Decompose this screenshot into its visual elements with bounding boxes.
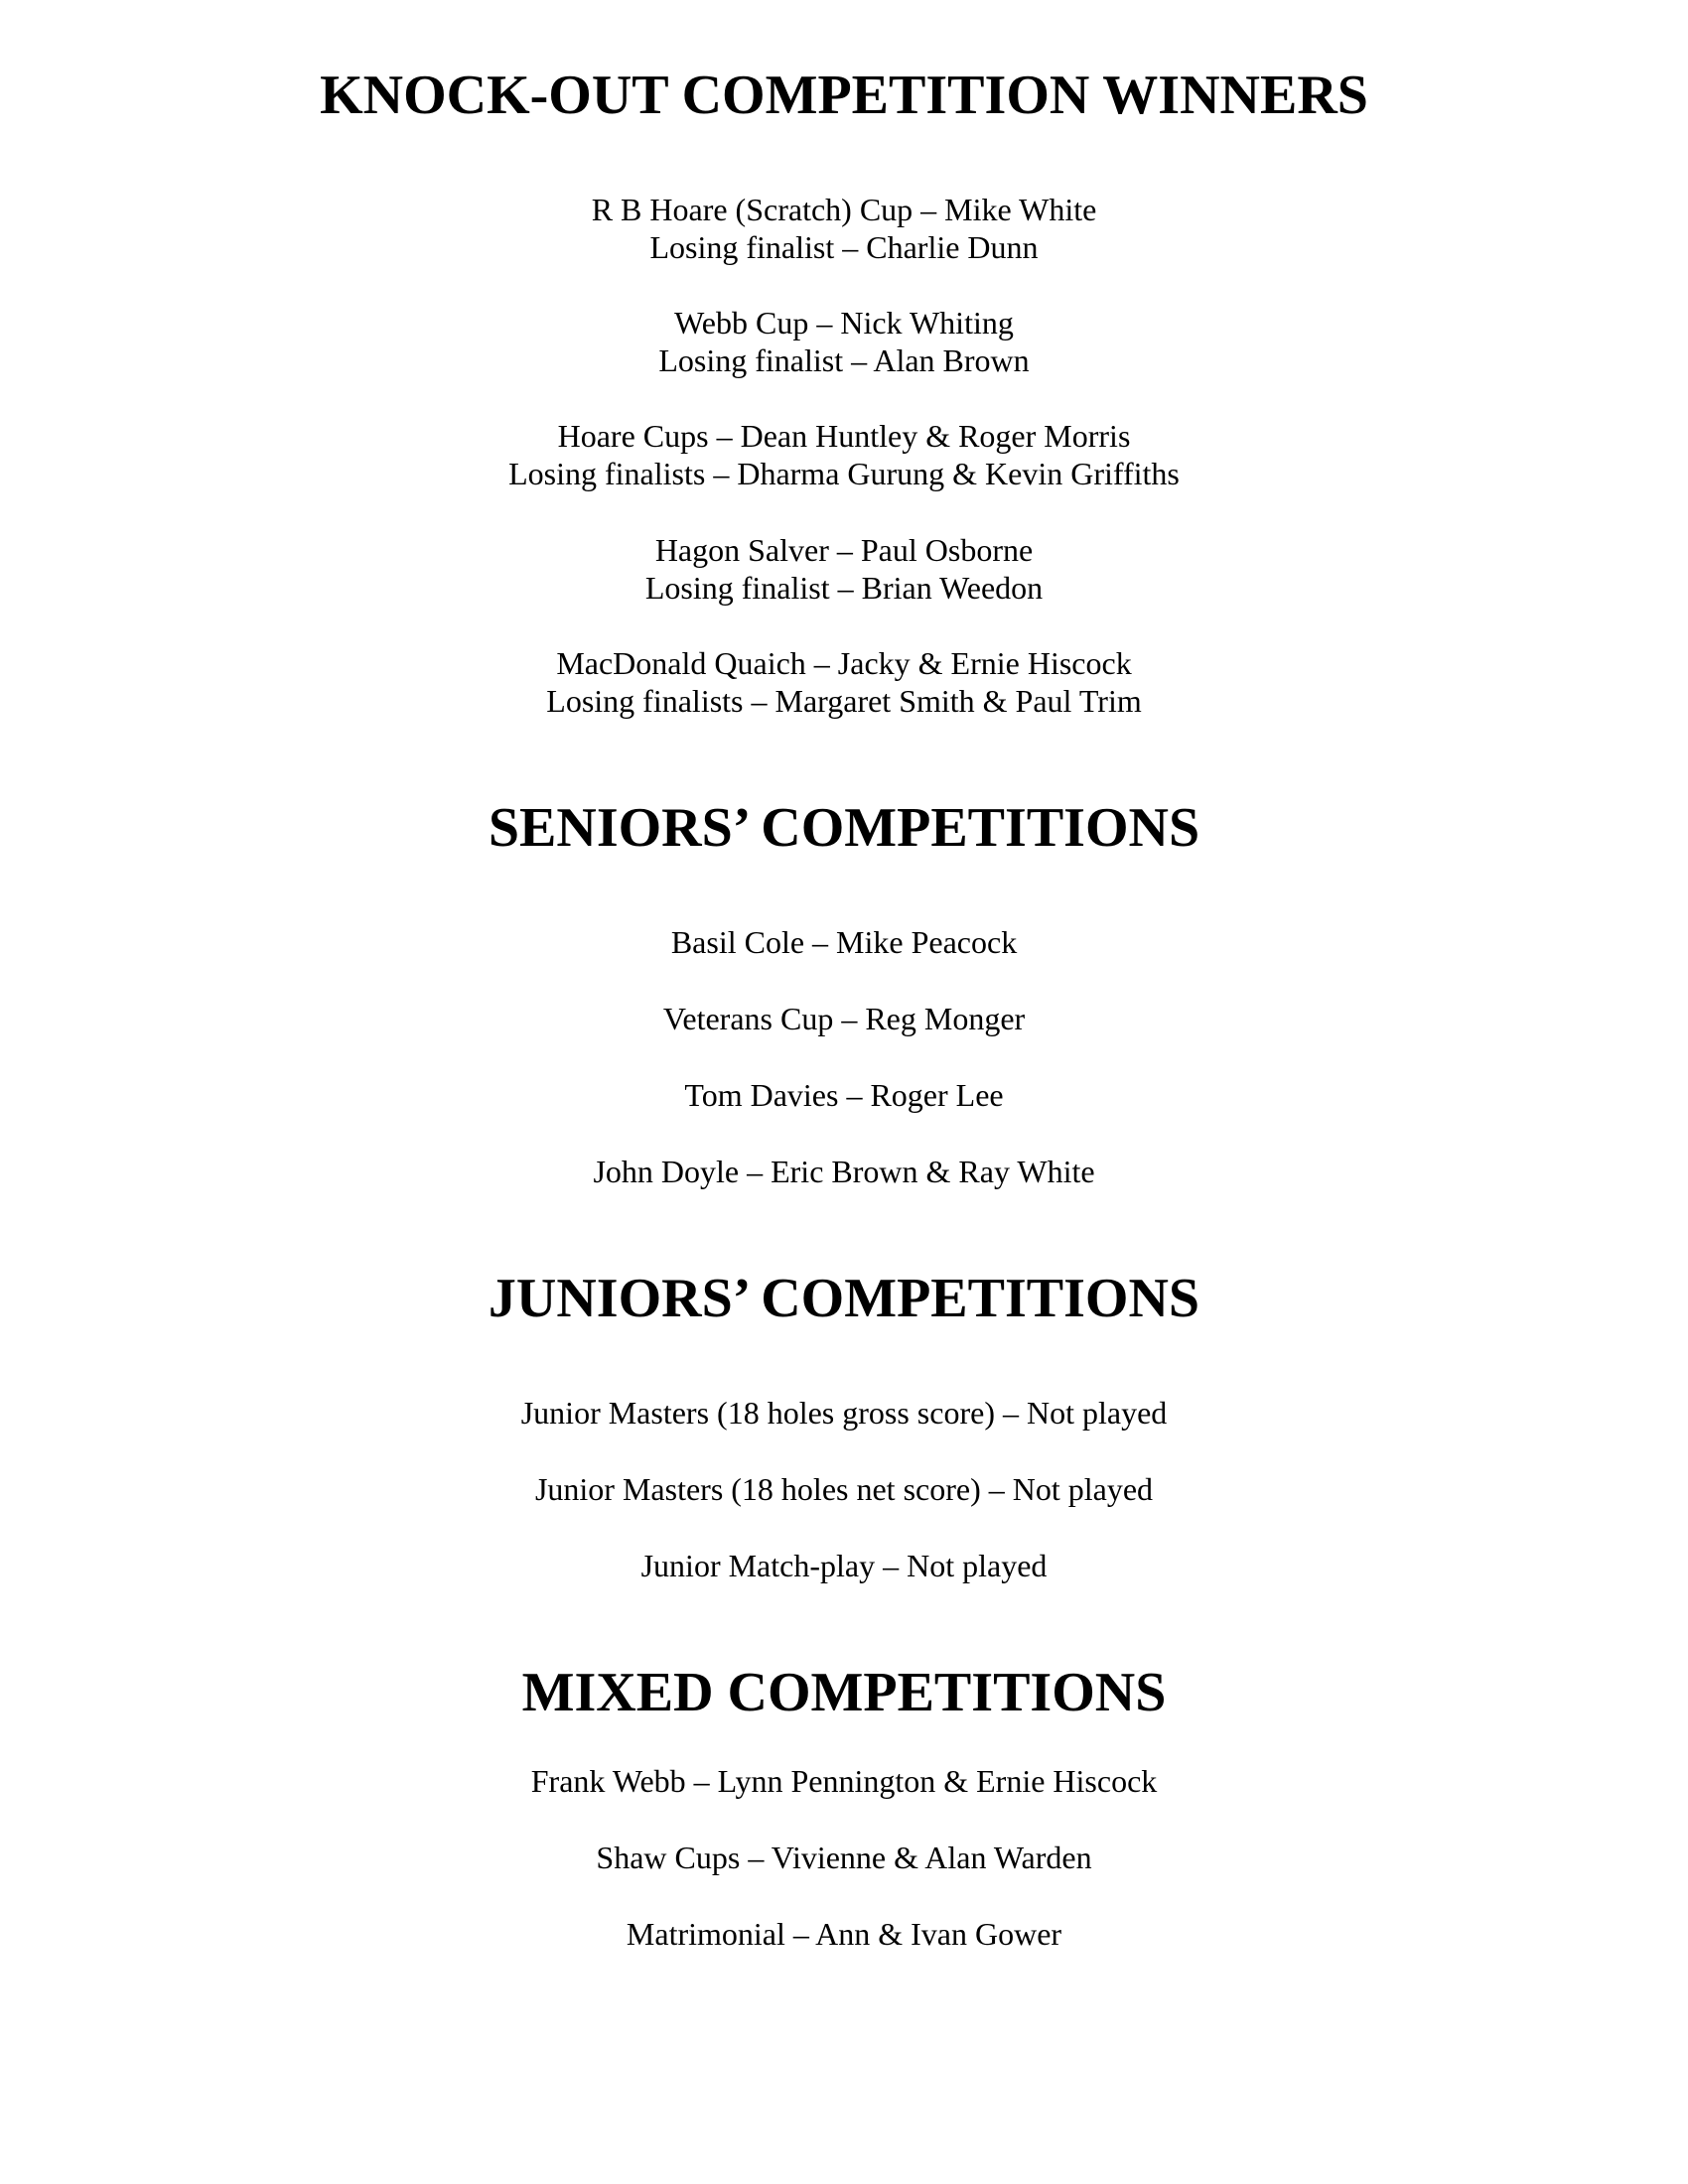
knockout-entry-3-winner: Hoare Cups – Dean Huntley & Roger Morris <box>557 418 1131 454</box>
juniors-entry-2: Junior Masters (18 holes net score) – Not played <box>534 1471 1154 1507</box>
seniors-entry-2: Veterans Cup – Reg Monger <box>662 1001 1026 1036</box>
knockout-entry-5-winner: MacDonald Quaich – Jacky & Ernie Hiscock <box>556 645 1132 681</box>
knockout-entry-5-losing-finalists: Losing finalists – Margaret Smith & Paul Trim <box>546 683 1142 719</box>
knockout-entry-4-winner: Hagon Salver – Paul Osborne <box>654 532 1034 568</box>
heading-mixed: MIXED COMPETITIONS <box>521 1662 1167 1723</box>
knockout-entry-2-winner: Webb Cup – Nick Whiting <box>674 305 1014 341</box>
seniors-entry-1: Basil Cole – Mike Peacock <box>670 924 1018 960</box>
seniors-entry-3: Tom Davies – Roger Lee <box>684 1077 1004 1113</box>
juniors-entry-1: Junior Masters (18 holes gross score) – Not played <box>520 1395 1168 1431</box>
heading-juniors: JUNIORS’ COMPETITIONS <box>488 1268 1200 1329</box>
seniors-entry-4: John Doyle – Eric Brown & Ray White <box>593 1154 1095 1189</box>
mixed-entry-2: Shaw Cups – Vivienne & Alan Warden <box>596 1840 1092 1875</box>
knockout-entry-3-losing-finalists: Losing finalists – Dharma Gurung & Kevin Griffiths <box>508 456 1180 491</box>
knockout-entry-1-losing-finalist: Losing finalist – Charlie Dunn <box>649 229 1039 265</box>
knockout-entry-4-losing-finalist: Losing finalist – Brian Weedon <box>644 570 1044 606</box>
heading-knockout: KNOCK-OUT COMPETITION WINNERS <box>320 65 1368 126</box>
knockout-entry-2-losing-finalist: Losing finalist – Alan Brown <box>658 342 1030 378</box>
juniors-entry-3: Junior Match-play – Not played <box>640 1548 1048 1583</box>
mixed-entry-1: Frank Webb – Lynn Pennington & Ernie Hiscock <box>530 1763 1158 1799</box>
heading-seniors: SENIORS’ COMPETITIONS <box>488 797 1200 859</box>
knockout-entry-1-winner: R B Hoare (Scratch) Cup – Mike White <box>591 192 1097 227</box>
mixed-entry-3: Matrimonial – Ann & Ivan Gower <box>626 1916 1062 1952</box>
